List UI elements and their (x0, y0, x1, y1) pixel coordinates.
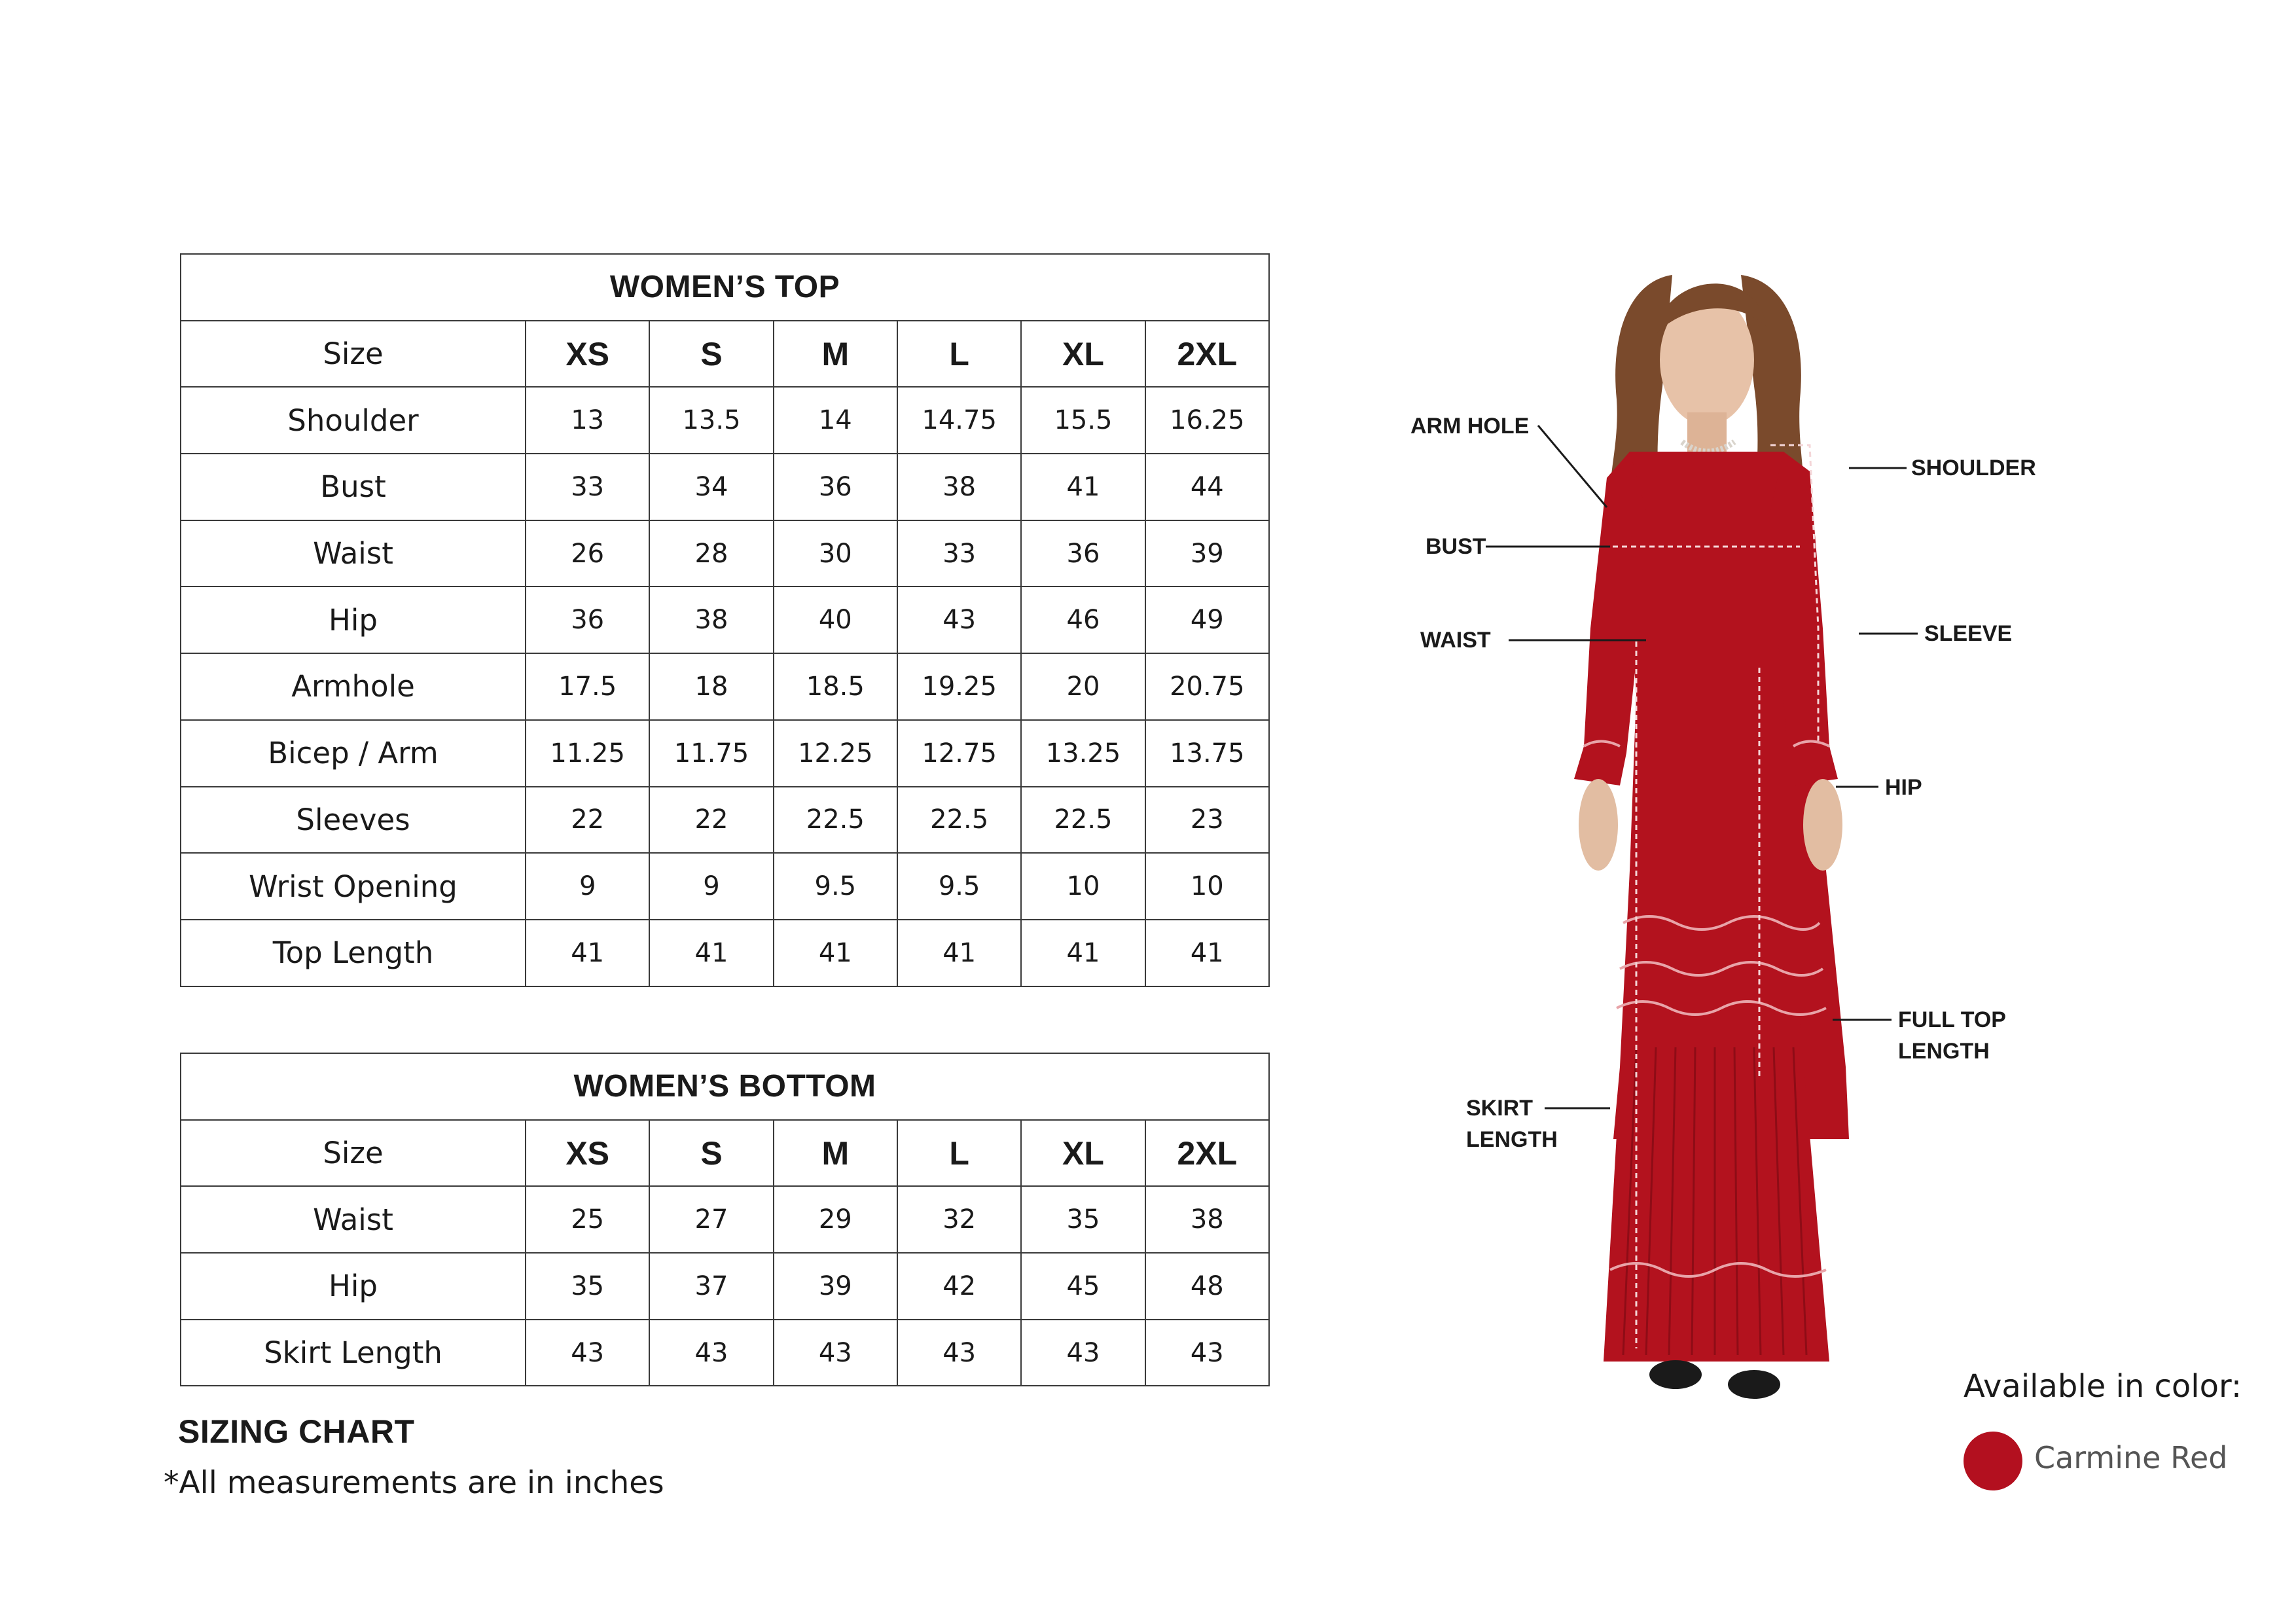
table-cell: 49 (1145, 586, 1269, 653)
table-cell: 12.75 (897, 720, 1021, 787)
table-cell: 46 (1021, 586, 1145, 653)
table-cell: 41 (1145, 920, 1269, 986)
table-row (181, 853, 1269, 920)
table-cell: 41 (1021, 920, 1145, 986)
size-header: L (897, 321, 1021, 388)
table-cell: 13.5 (649, 387, 773, 454)
skirt-length-label (1466, 1093, 1558, 1155)
table-row (181, 1253, 1269, 1320)
table-cell: 34 (649, 454, 773, 520)
table-cell: 41 (897, 920, 1021, 986)
size-header: M (774, 321, 897, 388)
row-label: Hip (181, 586, 526, 653)
table-cell: 22 (649, 787, 773, 854)
table-cell: 43 (649, 1320, 773, 1386)
table-title-row (181, 1053, 1269, 1120)
table-title-row (181, 254, 1269, 321)
row-label: Waist (181, 1186, 526, 1253)
table-cell: 41 (526, 920, 649, 986)
table-row (181, 387, 1269, 454)
color-name: Carmine Red (2034, 1440, 2228, 1475)
size-header: 2XL (1145, 1120, 1269, 1187)
table-cell: 42 (897, 1253, 1021, 1320)
table-cell: 14.75 (897, 387, 1021, 454)
row-label: Wrist Opening (181, 853, 526, 920)
row-label: Armhole (181, 653, 526, 720)
measurement-note: *All measurements are in inches (164, 1465, 664, 1501)
table-cell: 23 (1145, 787, 1269, 854)
skirt-length-line-2: LENGTH (1466, 1127, 1558, 1152)
table-cell: 25 (526, 1186, 649, 1253)
shoulder-label: SHOULDER (1911, 456, 2036, 480)
table-cell: 11.25 (526, 720, 649, 787)
table-cell: 10 (1145, 853, 1269, 920)
table-cell: 35 (526, 1253, 649, 1320)
model-figure (1348, 236, 2199, 1447)
full-top-length-label (1898, 1005, 2006, 1067)
table-cell: 19.25 (897, 653, 1021, 720)
table-cell: 44 (1145, 454, 1269, 520)
size-header: S (649, 321, 773, 388)
table-cell: 30 (774, 520, 897, 587)
row-label: Top Length (181, 920, 526, 986)
right-hand (1803, 779, 1842, 871)
table-cell: 9.5 (897, 853, 1021, 920)
table-cell: 22 (526, 787, 649, 854)
table-cell: 15.5 (1021, 387, 1145, 454)
table-cell: 38 (649, 586, 773, 653)
table-cell: 11.75 (649, 720, 773, 787)
table-row (181, 586, 1269, 653)
table-cell: 43 (526, 1320, 649, 1386)
table-cell: 35 (1021, 1186, 1145, 1253)
availability-label: Available in color: (1964, 1368, 2242, 1405)
table-cell: 20.75 (1145, 653, 1269, 720)
table-cell: 16.25 (1145, 387, 1269, 454)
size-header: M (774, 1120, 897, 1187)
left-hand (1579, 779, 1618, 871)
table-title: WOMEN’S TOP (181, 254, 1269, 321)
table-cell: 41 (649, 920, 773, 986)
table-cell: 36 (1021, 520, 1145, 587)
bust-label: BUST (1426, 534, 1486, 559)
left-shoe (1649, 1360, 1702, 1389)
size-header-label: Size (181, 321, 526, 388)
table-cell: 20 (1021, 653, 1145, 720)
size-header: 2XL (1145, 321, 1269, 388)
row-label: Bicep / Arm (181, 720, 526, 787)
table-row (181, 720, 1269, 787)
size-header: L (897, 1120, 1021, 1187)
table-cell: 43 (774, 1320, 897, 1386)
armhole-label: ARM HOLE (1410, 414, 1530, 439)
table-cell: 43 (1145, 1320, 1269, 1386)
table-cell: 43 (1021, 1320, 1145, 1386)
table-cell: 48 (1145, 1253, 1269, 1320)
row-label: Skirt Length (181, 1320, 526, 1386)
table-cell: 10 (1021, 853, 1145, 920)
table-cell: 17.5 (526, 653, 649, 720)
table-cell: 36 (774, 454, 897, 520)
hip-label: HIP (1885, 775, 1922, 800)
table-cell: 33 (897, 520, 1021, 587)
table-row (181, 1186, 1269, 1253)
table-cell: 9 (649, 853, 773, 920)
size-header: XL (1021, 1120, 1145, 1187)
table-cell: 43 (897, 1320, 1021, 1386)
sizing-chart-title: SIZING CHART (178, 1413, 415, 1450)
table-header-row (181, 1120, 1269, 1187)
size-header: XL (1021, 321, 1145, 388)
table-cell: 9.5 (774, 853, 897, 920)
table-cell: 12.25 (774, 720, 897, 787)
table-row (181, 787, 1269, 854)
row-label: Hip (181, 1253, 526, 1320)
womens-bottom-table (180, 1053, 1270, 1386)
table-cell: 22.5 (774, 787, 897, 854)
row-label: Sleeves (181, 787, 526, 854)
table-cell: 18 (649, 653, 773, 720)
table-cell: 40 (774, 586, 897, 653)
skirt-length-line-1: SKIRT (1466, 1096, 1533, 1121)
table-header-row (181, 321, 1269, 388)
table-cell: 45 (1021, 1253, 1145, 1320)
table-cell: 13.75 (1145, 720, 1269, 787)
table-cell: 41 (774, 920, 897, 986)
table-cell: 9 (526, 853, 649, 920)
table-cell: 32 (897, 1186, 1021, 1253)
table-cell: 36 (526, 586, 649, 653)
table-cell: 22.5 (897, 787, 1021, 854)
waist-label: WAIST (1420, 628, 1491, 653)
full-top-length-line-1: FULL TOP (1898, 1007, 2006, 1032)
size-header: XS (526, 321, 649, 388)
table-cell: 37 (649, 1253, 773, 1320)
table-cell: 22.5 (1021, 787, 1145, 854)
row-label: Bust (181, 454, 526, 520)
size-header: S (649, 1120, 773, 1187)
right-shoe (1728, 1370, 1780, 1399)
table-row (181, 653, 1269, 720)
table-cell: 33 (526, 454, 649, 520)
table-cell: 38 (897, 454, 1021, 520)
table-row (181, 1320, 1269, 1386)
table-cell: 26 (526, 520, 649, 587)
table-cell: 39 (774, 1253, 897, 1320)
skirt (1604, 1021, 1829, 1362)
row-label: Waist (181, 520, 526, 587)
table-cell: 39 (1145, 520, 1269, 587)
table-cell: 18.5 (774, 653, 897, 720)
sleeve-label: SLEEVE (1924, 621, 2013, 646)
table-cell: 41 (1021, 454, 1145, 520)
row-label: Shoulder (181, 387, 526, 454)
size-header: XS (526, 1120, 649, 1187)
table-cell: 13 (526, 387, 649, 454)
womens-top-table (180, 253, 1270, 987)
table-row (181, 920, 1269, 986)
table-cell: 13.25 (1021, 720, 1145, 787)
table-row (181, 520, 1269, 587)
size-header-label: Size (181, 1120, 526, 1187)
table-row (181, 454, 1269, 520)
table-cell: 38 (1145, 1186, 1269, 1253)
full-top-length-line-2: LENGTH (1898, 1038, 1990, 1064)
table-cell: 14 (774, 387, 897, 454)
table-cell: 28 (649, 520, 773, 587)
table-cell: 27 (649, 1186, 773, 1253)
color-swatch[interactable] (1964, 1432, 2022, 1490)
table-cell: 43 (897, 586, 1021, 653)
table-cell: 29 (774, 1186, 897, 1253)
table-title: WOMEN’S BOTTOM (181, 1053, 1269, 1120)
